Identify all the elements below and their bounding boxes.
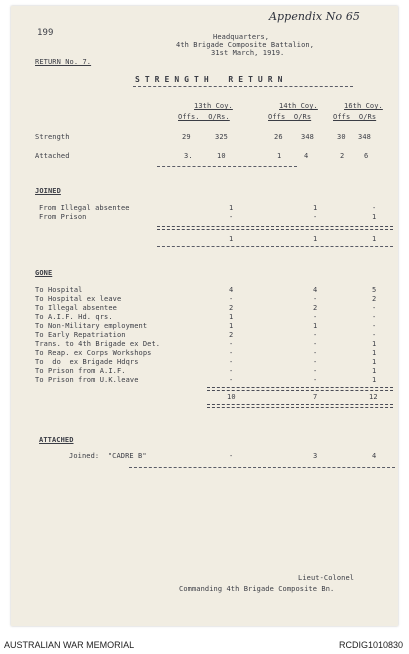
- page-number: 199: [37, 28, 54, 38]
- col-16-sub: Offs O/Rs: [333, 113, 377, 121]
- gone-row-13: -: [229, 349, 234, 357]
- gone-row-13: 1: [229, 313, 234, 321]
- attached-16-ors: 6: [364, 152, 369, 160]
- strength-16-offs: 30: [337, 133, 346, 141]
- footer-archive-name: AUSTRALIAN WAR MEMORIAL: [4, 640, 135, 650]
- gone-row-13: -: [229, 376, 234, 384]
- gone-row-14: 2: [313, 304, 318, 312]
- header-line-3: 31st March, 1919.: [211, 49, 285, 57]
- gone-row-label: To Prison from U.K.leave: [35, 376, 139, 384]
- signature-rank: Lieut-Colonel: [298, 574, 355, 582]
- attached-rule: [129, 467, 395, 468]
- gone-row-13: 2: [229, 304, 234, 312]
- gone-row-13: -: [229, 340, 234, 348]
- attached-13-offs: 3.: [184, 152, 193, 160]
- gone-row-14: -: [313, 313, 318, 321]
- gone-row-label: To do ex Brigade Hdqrs: [35, 358, 139, 366]
- joined-row-label: From Prison: [39, 213, 87, 221]
- title-underline: [133, 86, 353, 87]
- gone-row-14: -: [313, 349, 318, 357]
- gone-row-label: To Hospital: [35, 286, 83, 294]
- strength-14-offs: 26: [274, 133, 283, 141]
- gone-row-16: 5: [372, 286, 377, 294]
- gone-row-16: 1: [372, 358, 377, 366]
- gone-row-16: -: [372, 322, 377, 330]
- gone-row-16: 1: [372, 340, 377, 348]
- joined-total-rule: [157, 226, 393, 230]
- strength-divider: [157, 166, 297, 167]
- appendix-note: Appendix No 65: [269, 10, 361, 23]
- gone-row-label: To Reap. ex Corps Workshops: [35, 349, 152, 357]
- attached-16: 4: [372, 452, 377, 460]
- signature-title: Commanding 4th Brigade Composite Bn.: [179, 585, 335, 593]
- gone-row-label: To Prison from A.I.F.: [35, 367, 126, 375]
- joined-row-14: 1: [313, 204, 318, 212]
- joined-bottom-rule: [157, 246, 393, 247]
- gone-row-16: -: [372, 313, 377, 321]
- col-14-company: 14th Coy.: [279, 102, 318, 110]
- gone-row-16: -: [372, 304, 377, 312]
- attached-label: Attached: [35, 152, 70, 160]
- gone-row-label: To Illegal absentee: [35, 304, 117, 312]
- attached-heading: ATTACHED: [39, 436, 74, 444]
- joined-row-label: From Illegal absentee: [39, 204, 130, 212]
- col-16-company: 16th Coy.: [344, 102, 383, 110]
- gone-row-label: To Non-Military employment: [35, 322, 148, 330]
- attached-16-offs: 2: [340, 152, 345, 160]
- gone-total-rule: [207, 387, 393, 391]
- joined-row-13: -: [229, 213, 234, 221]
- gone-row-14: -: [313, 340, 318, 348]
- attached-13: -: [229, 452, 234, 460]
- joined-row-13: 1: [229, 204, 234, 212]
- gone-row-label: To A.I.F. Hd. qrs.: [35, 313, 113, 321]
- joined-total-14: 1: [313, 235, 318, 243]
- col-13-sub: Offs. O/Rs.: [178, 113, 230, 121]
- joined-row-16: -: [372, 204, 377, 212]
- gone-row-13: -: [229, 358, 234, 366]
- gone-total-16: 12: [369, 393, 378, 401]
- gone-row-16: 1: [372, 367, 377, 375]
- gone-row-16: 1: [372, 349, 377, 357]
- strength-14-ors: 348: [301, 133, 314, 141]
- header-line-1: Headquarters,: [213, 33, 270, 41]
- gone-total-13: 10: [227, 393, 236, 401]
- gone-row-14: -: [313, 358, 318, 366]
- joined-heading: JOINED: [35, 187, 61, 195]
- return-number: RETURN No. 7.: [35, 58, 92, 66]
- joined-total-13: 1: [229, 235, 234, 243]
- gone-row-13: 1: [229, 322, 234, 330]
- return-title: S T R E N G T H R E T U R N: [135, 75, 283, 84]
- gone-bottom-rule: [207, 404, 393, 408]
- attached-14-offs: 1: [277, 152, 282, 160]
- attached-joined-label: Joined: "CADRE B": [69, 452, 147, 460]
- strength-16-ors: 348: [358, 133, 371, 141]
- gone-row-14: -: [313, 367, 318, 375]
- gone-total-14: 7: [313, 393, 318, 401]
- joined-row-14: -: [313, 213, 318, 221]
- strength-label: Strength: [35, 133, 70, 141]
- strength-13-offs: 29: [182, 133, 191, 141]
- gone-row-14: 4: [313, 286, 318, 294]
- attached-14-ors: 4: [304, 152, 309, 160]
- gone-row-label: To Hospital ex leave: [35, 295, 122, 303]
- gone-row-13: -: [229, 295, 234, 303]
- header-line-2: 4th Brigade Composite Battalion,: [176, 41, 315, 49]
- joined-total-16: 1: [372, 235, 377, 243]
- col-13-company: 13th Coy.: [194, 102, 233, 110]
- gone-row-16: 2: [372, 295, 377, 303]
- gone-heading: GONE: [35, 269, 53, 277]
- footer-record-id: RCDIG1010830: [338, 640, 403, 650]
- strength-13-ors: 325: [215, 133, 228, 141]
- gone-row-label: To Early Repatriation: [35, 331, 126, 339]
- col-14-sub: Offs O/Rs: [268, 113, 312, 121]
- gone-row-16: -: [372, 331, 377, 339]
- attached-13-ors: 10: [217, 152, 226, 160]
- gone-row-14: 1: [313, 322, 318, 330]
- document-page: [11, 6, 398, 626]
- gone-row-13: -: [229, 367, 234, 375]
- gone-row-14: -: [313, 376, 318, 384]
- attached-14: 3: [313, 452, 318, 460]
- gone-row-label: Trans. to 4th Brigade ex Det.: [35, 340, 161, 348]
- gone-row-13: 2: [229, 331, 234, 339]
- gone-row-16: 1: [372, 376, 377, 384]
- gone-row-14: -: [313, 331, 318, 339]
- joined-row-16: 1: [372, 213, 377, 221]
- gone-row-14: -: [313, 295, 318, 303]
- gone-row-13: 4: [229, 286, 234, 294]
